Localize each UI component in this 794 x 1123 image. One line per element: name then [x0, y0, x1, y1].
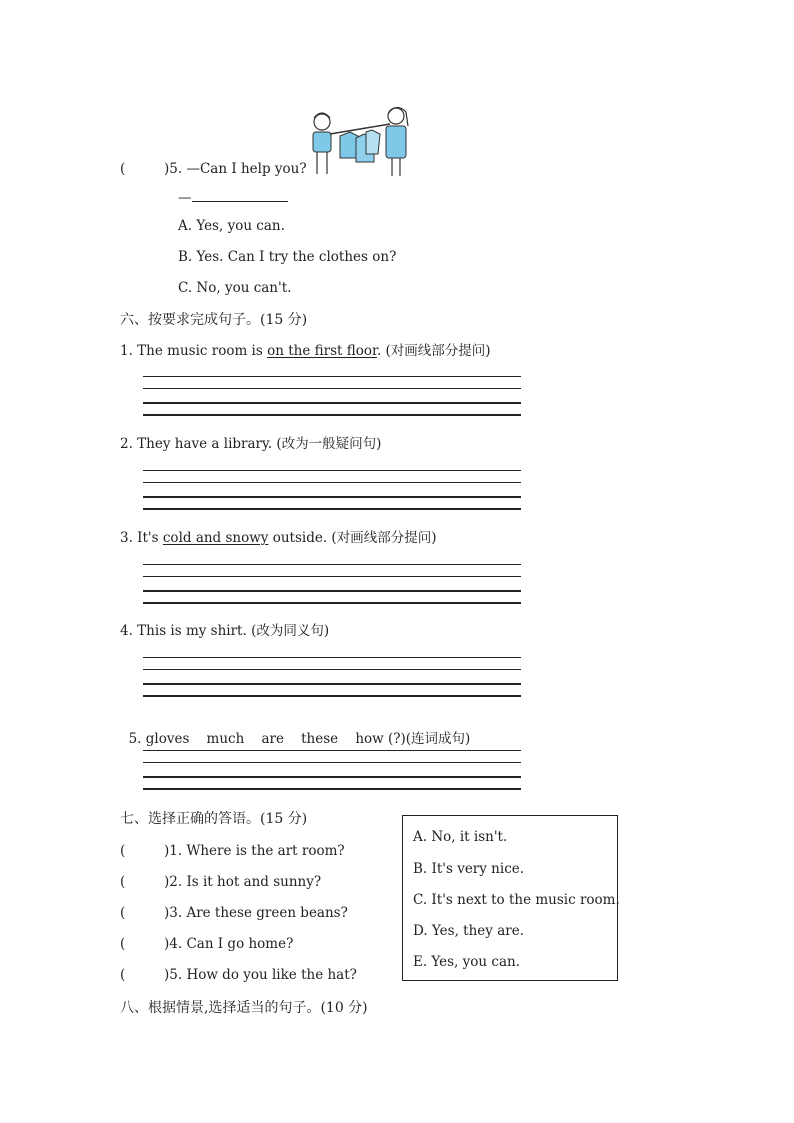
q5-answer-line: —: [178, 191, 288, 206]
s6-item-3: 3. It's cold and snowy outside. (对画线部分提问): [120, 530, 437, 546]
answer-option-d: D. Yes, they are.: [413, 923, 524, 939]
answer-paren[interactable]: (: [120, 905, 126, 921]
q5-option-a: A. Yes, you can.: [178, 218, 285, 234]
section7-title: 七、选择正确的答语。(15 分): [120, 811, 308, 827]
q5-option-b: B. Yes. Can I try the clothes on?: [178, 249, 397, 265]
s6-writing-lines-3[interactable]: [143, 564, 521, 604]
answer-paren[interactable]: (: [120, 967, 126, 983]
s6-item-1: 1. The music room is on the first floor. (对画线部分提问): [120, 343, 491, 359]
s6-writing-lines-5[interactable]: [143, 750, 521, 790]
s6-item-5: 5. gloves much are these how (?)(连词成句): [128, 730, 471, 747]
answer-paren[interactable]: (: [120, 936, 126, 952]
answer-paren[interactable]: (: [120, 843, 126, 859]
answer-option-c: C. It's next to the music room.: [413, 892, 620, 908]
section6-title: 六、按要求完成句子。(15 分): [120, 312, 308, 328]
section8-title: 八、根据情景,选择适当的句子。(10 分): [120, 1000, 368, 1016]
answer-options-box: [402, 815, 618, 981]
s7-question-5: ( )5. How do you like the hat?: [120, 967, 357, 983]
s6-writing-lines-2[interactable]: [143, 470, 521, 510]
s6-item-2: 2. They have a library. (改为一般疑问句): [120, 436, 382, 452]
answer-blank[interactable]: [192, 191, 288, 202]
s6-writing-lines-4[interactable]: [143, 657, 521, 697]
s6-writing-lines-1[interactable]: [143, 376, 521, 416]
s7-question-2: ( )2. Is it hot and sunny?: [120, 874, 322, 890]
q5-question: ( )5. —Can I help you?: [120, 161, 307, 177]
answer-option-a: A. No, it isn't.: [413, 829, 508, 845]
answer-paren[interactable]: (: [120, 161, 126, 177]
answer-option-e: E. Yes, you can.: [413, 954, 521, 970]
answer-option-b: B. It's very nice.: [413, 861, 525, 877]
shopping-illustration: [300, 102, 418, 178]
q5-option-c: C. No, you can't.: [178, 280, 292, 296]
s7-question-3: ( )3. Are these green beans?: [120, 905, 348, 921]
s6-item-4: 4. This is my shirt. (改为同义句): [120, 623, 330, 639]
answer-paren[interactable]: (: [120, 874, 126, 890]
s7-question-1: ( )1. Where is the art room?: [120, 843, 345, 859]
s7-question-4: ( )4. Can I go home?: [120, 936, 294, 952]
